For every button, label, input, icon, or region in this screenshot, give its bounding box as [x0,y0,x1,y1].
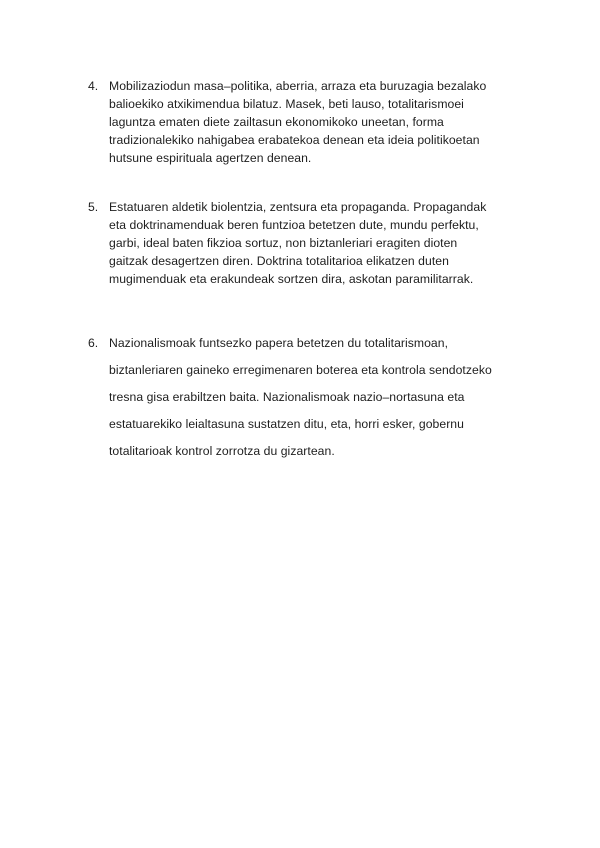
text-line: laguntza ematen diete zailtasun ekonomikoko uneetan, forma [109,115,444,129]
list-item-text [109,330,492,465]
text-line: totalitarioak kontrol zorrotza du gizartean. [109,444,335,458]
text-line: tresna gisa erabiltzen baita. Nazionalismoak nazio–nortasuna eta [109,390,465,404]
text-line: hutsune espirituala agertzen denean. [109,151,312,165]
text-line: tradizionalekiko nahigabea erabatekoa denean eta ideia politikoetan [109,133,480,147]
list-item-text [109,198,486,288]
text-line: estatuarekiko leialtasuna sustatzen ditu, eta, horri esker, gobernu [109,417,464,431]
text-line: gaitzak desagertzen diren. Doktrina totalitarioa elikatzen duten [109,254,449,268]
text-line: Nazionalismoak funtsezko papera betetzen du totalitarismoan, [109,336,449,350]
list-item-text [109,77,486,167]
text-line: balioekiko atxikimendua bilatuz. Masek, beti lauso, totalitarismoei [109,97,464,111]
list-number: 5. [88,200,99,214]
text-line: Estatuaren aldetik biolentzia, zentsura eta propaganda. Propagandak [109,200,487,214]
list-number: 6. [88,336,99,350]
text-line: eta doktrinamenduak beren funtzioa betetzen dute, mundu perfektu, [109,218,479,232]
list-number: 4. [88,79,99,93]
text-line: mugimenduak eta erakundeak sortzen dira, askotan paramilitarrak. [109,272,474,286]
text-line: Mobilizaziodun masa–politika, aberria, arraza eta buruzagia bezalako [109,79,487,93]
text-line: garbi, ideal baten fikzioa sortuz, non biztanleriari eragiten dioten [109,236,458,250]
text-line: biztanleriaren gaineko erregimenaren boterea eta kontrola sendotzeko [109,363,492,377]
